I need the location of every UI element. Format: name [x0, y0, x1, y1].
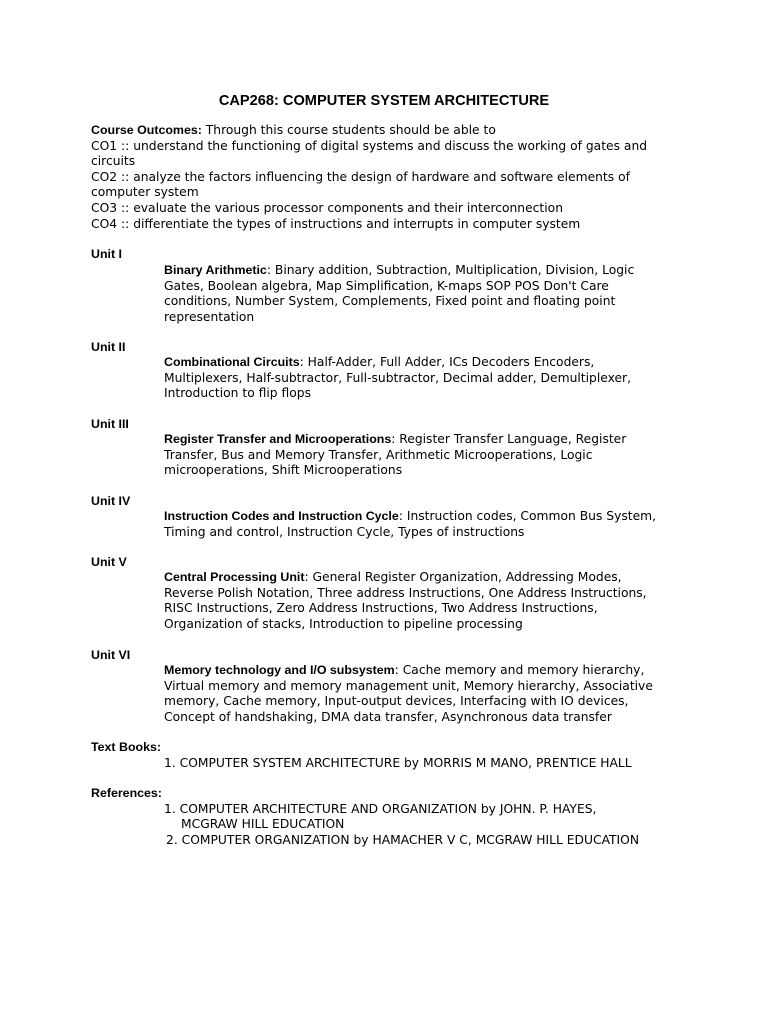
unit-line-text: : Register Transfer Language, Register [391, 432, 627, 446]
unit-topic: Central Processing Unit [164, 570, 305, 584]
unit-topic: Combinational Circuits [164, 355, 300, 369]
unit-label: Unit I [91, 247, 122, 261]
page-title: CAP268: COMPUTER SYSTEM ARCHITECTURE [218, 93, 550, 109]
unit-line: Introduction to flip flops [164, 386, 311, 401]
course-outcomes [91, 123, 681, 232]
outcome-line: CO2 :: analyze the factors influencing the design of hardware and software elements of [91, 169, 630, 184]
reference-item-continued: MCGRAW HILL EDUCATION [181, 817, 345, 831]
unit-line: conditions, Number System, Complements, Fixed point and floating point [164, 294, 616, 309]
unit-topic: Instruction Codes and Instruction Cycle [164, 509, 399, 523]
unit-label: Unit IV [91, 494, 131, 508]
unit-line [164, 432, 684, 448]
unit-line-text: : General Register Organization, Addressing Modes, [304, 570, 622, 584]
unit-line: Virtual memory and memory management unit, Memory hierarchy, Associative [164, 678, 653, 693]
outcome-line: circuits [91, 154, 136, 169]
unit-label: Unit III [91, 417, 129, 431]
reference-item: 1. COMPUTER ARCHITECTURE AND ORGANIZATION by JOHN. P. HAYES, [164, 802, 597, 816]
unit-line: Timing and control, Instruction Cycle, Types of instructions [164, 524, 525, 539]
unit-topic: Register Transfer and Microoperations [164, 432, 392, 446]
unit-line: memory, Cache memory, Input-output devices, Interfacing with IO devices, [164, 694, 629, 709]
outcome-line: computer system [91, 185, 199, 200]
unit-description [164, 570, 684, 632]
references-heading: References: [91, 786, 162, 800]
course-outcomes-intro: Through this course students should be able to [201, 123, 496, 137]
unit-line: Gates, Boolean algebra, Map Simplification, K-maps SOP POS Don't Care [164, 278, 609, 293]
unit-line-text: : Binary addition, Subtraction, Multiplication, Division, Logic [266, 263, 635, 277]
unit-line: RISC Instructions, Zero Address Instructions, Two Address Instructions, [164, 601, 598, 616]
course-outcomes-heading: Course Outcomes: [91, 123, 202, 137]
unit-line-text: : Instruction codes, Common Bus System, [398, 509, 657, 523]
unit-line [164, 263, 684, 279]
unit-line [164, 355, 684, 371]
unit-line [164, 509, 684, 525]
unit-topic: Memory technology and I/O subsystem [164, 663, 395, 677]
unit-description [164, 509, 684, 540]
unit-description [164, 355, 684, 402]
unit-line-text: : Half-Adder, Full Adder, ICs Decoders Encoders, [299, 355, 595, 369]
unit-label: Unit VI [91, 648, 131, 662]
unit-description [164, 263, 684, 325]
unit-line [164, 663, 684, 679]
outcome-line: CO1 :: understand the functioning of digital systems and discuss the working of gates and [91, 138, 648, 153]
unit-line: Multiplexers, Half-subtractor, Full-subtractor, Decimal adder, Demultiplexer, [164, 370, 632, 385]
unit-line: Reverse Polish Notation, Three address Instructions, One Address Instructions, [164, 585, 647, 600]
unit-line: representation [164, 309, 255, 324]
unit-description [164, 663, 684, 725]
unit-label: Unit II [91, 340, 126, 354]
reference-item: 2. COMPUTER ORGANIZATION by HAMACHER V C, MCGRAW HILL EDUCATION [166, 833, 640, 847]
outcome-line: CO4 :: differentiate the types of instructions and interrupts in computer system [91, 216, 581, 231]
outcome-line: CO3 :: evaluate the various processor components and their interconnection [91, 200, 563, 215]
unit-line-text: : Cache memory and memory hierarchy, [394, 663, 645, 677]
text-books-heading: Text Books: [91, 740, 161, 754]
unit-label: Unit V [91, 555, 127, 569]
unit-line: microoperations, Shift Microoperations [164, 463, 403, 478]
unit-line: Organization of stacks, Introduction to pipeline processing [164, 616, 523, 631]
text-book-item: 1. COMPUTER SYSTEM ARCHITECTURE by MORRIS M MANO, PRENTICE HALL [164, 756, 632, 770]
unit-line [164, 570, 684, 586]
unit-line: Concept of handshaking, DMA data transfer, Asynchronous data transfer [164, 709, 612, 724]
unit-line: Transfer, Bus and Memory Transfer, Arithmetic Microoperations, Logic [164, 447, 593, 462]
course-outcomes-intro-line [91, 123, 681, 139]
unit-description [164, 432, 684, 479]
unit-topic: Binary Arithmetic [164, 263, 267, 277]
